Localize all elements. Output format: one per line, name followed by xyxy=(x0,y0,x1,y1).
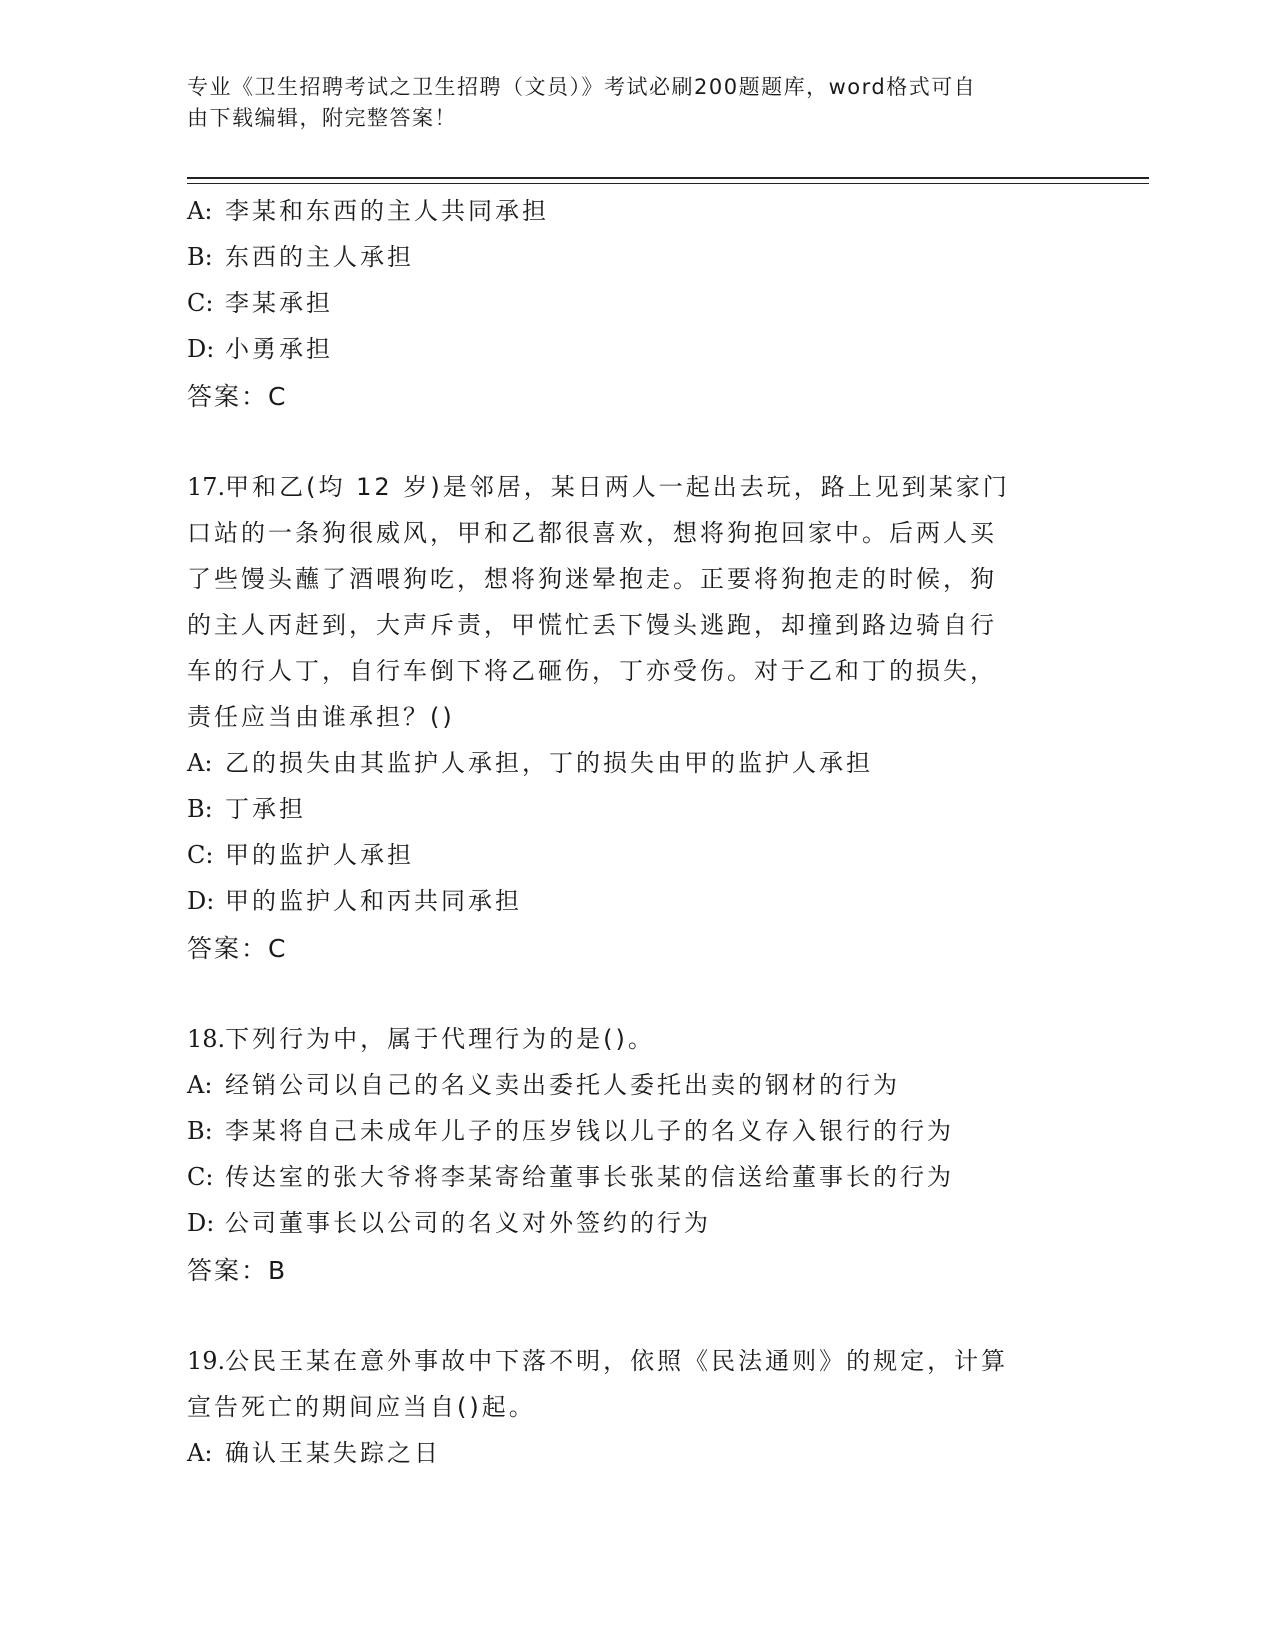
option-key: C: xyxy=(187,841,214,869)
option-key: D: xyxy=(187,1209,215,1237)
question-number: 18. xyxy=(187,1025,226,1053)
option-text: 公司董事长以公司的名义对外签约的行为 xyxy=(225,1209,711,1237)
question-number: 19. xyxy=(187,1347,226,1375)
option-a xyxy=(187,1430,1067,1476)
option-key: C: xyxy=(187,1163,214,1191)
question-stem-line: 责任应当由谁承担？() xyxy=(187,703,455,731)
stem-text: 下列行为中，属于代理行为的是()。 xyxy=(225,1025,655,1053)
header-line-2: 由下载编辑，附完整答案！ xyxy=(187,106,457,130)
option-a xyxy=(187,1062,1067,1108)
question-stem-line: 口站的一条狗很威风，甲和乙都很喜欢，想将狗抱回家中。后两人买 xyxy=(187,519,997,547)
answer-line: 答案：B xyxy=(187,1256,288,1285)
option-d xyxy=(187,878,1067,924)
answer-line: 答案：C xyxy=(187,934,288,963)
option-text: 东西的主人承担 xyxy=(225,243,414,271)
option-text: 乙的损失由其监护人承担，丁的损失由甲的监护人承担 xyxy=(225,749,873,777)
stem-text: 甲和乙(均 12 岁)是邻居，某日两人一起出去玩，路上见到某家门 xyxy=(225,473,1010,501)
option-key: A: xyxy=(187,1071,213,1099)
option-text: 确认王某失踪之日 xyxy=(225,1439,441,1467)
option-key: B: xyxy=(187,243,213,271)
question-18 xyxy=(187,1016,1067,1292)
stem-text: 公民王某在意外事故中下落不明，依照《民法通则》的规定，计算 xyxy=(225,1347,1009,1375)
option-c xyxy=(187,280,1067,326)
option-text: 李某和东西的主人共同承担 xyxy=(225,197,549,225)
option-key: B: xyxy=(187,795,213,823)
question-17 xyxy=(187,464,1067,970)
option-text: 甲的监护人承担 xyxy=(225,841,414,869)
option-b xyxy=(187,786,1067,832)
question-stem-line: 的主人丙赶到，大声斥责，甲慌忙丢下馒头逃跑，却撞到路边骑自行 xyxy=(187,611,997,639)
option-text: 经销公司以自己的名义卖出委托人委托出卖的钢材的行为 xyxy=(225,1071,900,1099)
option-key: A: xyxy=(187,197,213,225)
header-line-1: 专业《卫生招聘考试之卫生招聘（文员）》考试必刷200题题库，word格式可自 xyxy=(187,75,977,99)
answer-line: 答案：C xyxy=(187,382,288,411)
option-key: A: xyxy=(187,1439,213,1467)
question-16 xyxy=(187,188,1067,418)
option-text: 李某承担 xyxy=(225,289,333,317)
spacer xyxy=(187,1292,1067,1338)
document-body xyxy=(187,188,1067,1476)
header-divider-thick xyxy=(187,177,1149,179)
option-a xyxy=(187,188,1067,234)
option-d xyxy=(187,1200,1067,1246)
question-19 xyxy=(187,1338,1067,1476)
header-divider-thin xyxy=(187,183,1149,184)
option-key: D: xyxy=(187,335,215,363)
option-b xyxy=(187,234,1067,280)
question-stem-line xyxy=(187,1338,1067,1384)
question-stem-line xyxy=(187,464,1067,510)
question-stem-line xyxy=(187,1016,1067,1062)
option-key: D: xyxy=(187,887,215,915)
option-key: B: xyxy=(187,1117,213,1145)
option-d xyxy=(187,326,1067,372)
document-header xyxy=(187,72,1067,134)
option-text: 甲的监护人和丙共同承担 xyxy=(225,887,522,915)
option-text: 传达室的张大爷将李某寄给董事长张某的信送给董事长的行为 xyxy=(225,1163,954,1191)
option-c xyxy=(187,832,1067,878)
option-text: 小勇承担 xyxy=(225,335,333,363)
option-b xyxy=(187,1108,1067,1154)
option-key: A: xyxy=(187,749,213,777)
question-stem-line: 车的行人丁，自行车倒下将乙砸伤，丁亦受伤。对于乙和丁的损失， xyxy=(187,657,997,685)
question-stem-line: 宣告死亡的期间应当自()起。 xyxy=(187,1393,536,1421)
question-number: 17. xyxy=(187,473,226,501)
option-a xyxy=(187,740,1067,786)
option-text: 丁承担 xyxy=(225,795,306,823)
spacer xyxy=(187,418,1067,464)
question-stem-line: 了些馒头蘸了酒喂狗吃，想将狗迷晕抱走。正要将狗抱走的时候，狗 xyxy=(187,565,997,593)
option-key: C: xyxy=(187,289,214,317)
spacer xyxy=(187,970,1067,1016)
option-c xyxy=(187,1154,1067,1200)
option-text: 李某将自己未成年儿子的压岁钱以儿子的名义存入银行的行为 xyxy=(225,1117,954,1145)
